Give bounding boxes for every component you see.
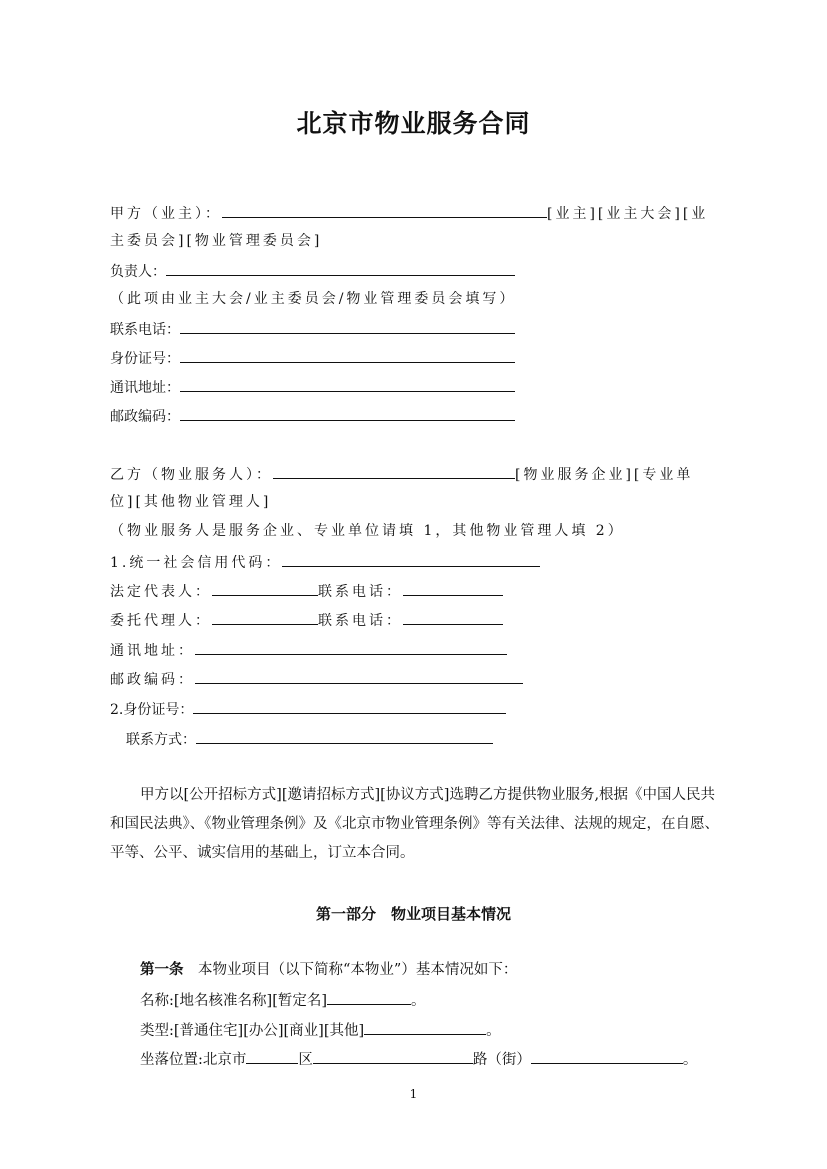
article1-head: 第一条 <box>140 961 184 978</box>
party-a-phone-line <box>110 319 515 339</box>
party-b-credit-blank[interactable] <box>282 552 540 567</box>
party-a-leader-label: 负责人： <box>110 264 166 280</box>
party-a-options-cont: 主委员会][物业管理委员会] <box>110 233 323 249</box>
article1-loc-road-blank[interactable] <box>313 1049 473 1064</box>
party-a-address-label: 通讯地址： <box>110 380 180 396</box>
party-b-postcode-label: 邮政编码： <box>110 672 195 688</box>
party-b-contact-method-label: 联系方式： <box>126 732 196 748</box>
party-b-contact-phone2-blank[interactable] <box>403 610 503 625</box>
article1-name-line <box>140 990 426 1010</box>
intro-paragraph <box>110 781 722 868</box>
party-b-agent-line <box>110 610 503 630</box>
party-a-postcode-label: 邮政编码： <box>110 409 180 425</box>
party-a-id-line <box>110 348 515 368</box>
party-a-address-line <box>110 377 515 397</box>
article1-type-label: 类型:[普通住宅][办公][商业][其他] <box>140 1023 365 1039</box>
article1-name-blank[interactable] <box>327 990 411 1005</box>
party-b-postcode-line <box>110 669 523 689</box>
party-a-leader-line <box>110 261 515 281</box>
article1-type-end: 。 <box>486 1023 501 1039</box>
document-title: 北京市物业服务合同 <box>296 109 531 138</box>
party-a-phone-label: 联系电话： <box>110 322 180 338</box>
party-b-label: 乙方（物业服务人）： <box>110 467 273 483</box>
party-a-line <box>110 203 708 223</box>
article1-loc-district-blank[interactable] <box>246 1049 298 1064</box>
party-b-credit-line <box>110 552 540 572</box>
party-b-address-blank[interactable] <box>195 640 507 655</box>
party-a-note: （此项由业主大会/业主委员会/物业管理委员会填写） <box>110 291 517 307</box>
party-b-agent-blank[interactable] <box>212 610 318 625</box>
party-b-credit-label: 1.统一社会信用代码： <box>110 555 283 571</box>
article1-name-label: 名称:[地名核准名称][暂定名] <box>140 993 328 1009</box>
party-b-address-label: 通讯地址： <box>110 643 195 659</box>
party-b-blank[interactable] <box>273 464 515 479</box>
party-b-id-label: 2.身份证号： <box>110 702 194 718</box>
party-a-postcode-blank[interactable] <box>180 406 515 421</box>
party-b-legal-blank[interactable] <box>212 581 318 596</box>
party-b-options-cont: 位][其他物业管理人] <box>110 494 272 510</box>
article1-type-line <box>140 1020 501 1040</box>
party-b-address-line <box>110 640 507 660</box>
article1-name-end: 。 <box>411 993 426 1009</box>
party-b-id-line <box>110 699 506 719</box>
party-a-phone-blank[interactable] <box>180 319 515 334</box>
article1-loc-end: 。 <box>682 1052 698 1068</box>
party-a-id-label: 身份证号： <box>110 351 180 367</box>
page-number: 1 <box>409 1087 418 1101</box>
article1-location-line <box>140 1049 697 1069</box>
party-a-options: [业主][业主大会][业 <box>547 206 709 222</box>
party-b-contact-phone2-label: 联系电话： <box>318 613 403 629</box>
party-a-label: 甲方（业主）： <box>110 206 222 222</box>
party-b-line <box>110 464 693 484</box>
party-b-contact-phone-label: 联系电话： <box>318 584 403 600</box>
party-b-note: （物业服务人是服务企业、专业单位请填 1，其他物业管理人填 2） <box>110 523 625 539</box>
party-b-legal-line <box>110 581 503 601</box>
party-b-id-blank[interactable] <box>193 699 506 714</box>
party-a-postcode-line <box>110 406 515 426</box>
party-b-contact-method-blank[interactable] <box>196 729 493 744</box>
section-heading: 第一部分 物业项目基本情况 <box>315 905 511 923</box>
party-b-legal-label: 法定代表人： <box>110 584 212 600</box>
party-b-postcode-blank[interactable] <box>195 669 523 684</box>
intro-text: 甲方以[公开招标方式][邀请招标方式][协议方式]选聘乙方提供物业服务,根据《中国人民共和国民法典》、《物业管理条例》及《北京市物业管理条例》等有关法律、法规的规定，在自愿、平等、公平、诚实信用的基础上，订立本合同。 <box>110 787 719 861</box>
article1-loc-district: 区 <box>298 1052 313 1068</box>
party-b-agent-label: 委托代理人： <box>110 613 212 629</box>
party-a-leader-blank[interactable] <box>166 261 515 276</box>
article1-text: 本物业项目（以下简称“本物业”）基本情况如下： <box>183 962 518 978</box>
article1-line <box>140 961 517 979</box>
party-b-contact-phone-blank[interactable] <box>403 581 503 596</box>
party-b-contact-method-line <box>126 729 493 749</box>
article1-type-blank[interactable] <box>364 1020 486 1035</box>
party-a-blank[interactable] <box>222 203 547 218</box>
party-b-options: [物业服务企业][专业单 <box>515 467 694 483</box>
party-a-address-blank[interactable] <box>180 377 515 392</box>
article1-loc-road: 路（街） <box>472 1052 531 1068</box>
party-a-id-blank[interactable] <box>180 348 515 363</box>
article1-loc-street-blank[interactable] <box>531 1049 683 1064</box>
article1-loc-label: 坐落位置:北京市 <box>140 1052 247 1068</box>
